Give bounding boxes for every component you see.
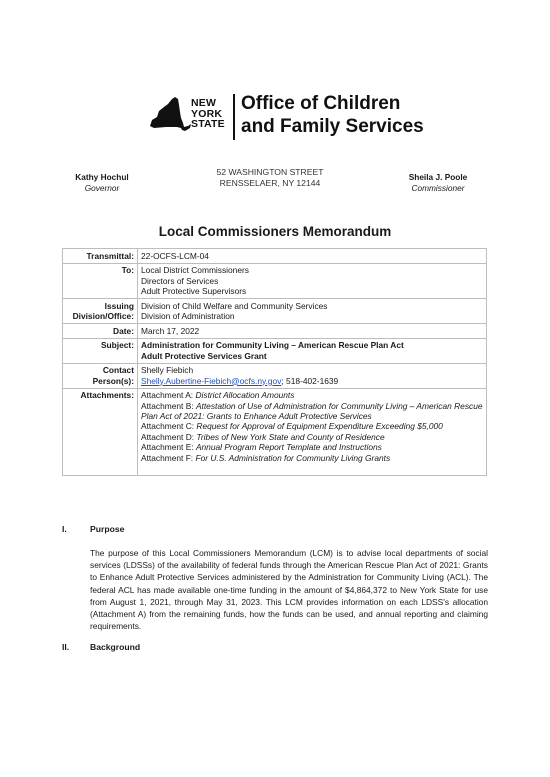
attachment-title: Attestation of Use of Administration for Community Living – American Rescue Plan Act of 2021: Grants to Enhance Adult Protective Services: [141, 400, 483, 421]
recipient: Adult Protective Supervisors: [141, 286, 247, 296]
state-line: NEW: [191, 97, 217, 109]
memo-row-issuing: [63, 299, 487, 324]
issuing-office: Division of Child Welfare and Community Services: [141, 300, 328, 311]
contact-label-line: Contact: [102, 365, 134, 376]
to-value: [138, 263, 487, 298]
issuing-value: [138, 299, 487, 324]
attachments-value: [138, 388, 487, 475]
address-line: 52 WASHINGTON STREET: [216, 167, 324, 177]
document-title: Local Commissioners Memorandum: [158, 224, 392, 239]
state-line: YORK: [191, 107, 223, 120]
issuing-office: Division of Administration: [141, 311, 235, 321]
memo-row-to: [63, 263, 487, 298]
office-line: Office of Children: [241, 93, 401, 114]
contact-phone: ; 518-402-1639: [281, 375, 339, 386]
attachment-title: District Allocation Amounts: [195, 390, 295, 401]
issuing-label: [63, 299, 138, 324]
commissioner-block: [393, 172, 483, 194]
to-label: To:: [63, 263, 138, 298]
date-label: Date:: [63, 324, 138, 339]
memo-row-contact: [63, 363, 487, 388]
attachment-item: [141, 432, 483, 442]
memo-row-attachments: [63, 388, 487, 475]
attachment-prefix: Attachment D:: [141, 431, 197, 442]
attachment-item: [141, 390, 483, 400]
transmittal-label: Transmittal:: [63, 249, 138, 264]
new-york-state-map-icon: [146, 96, 192, 134]
office-address: [180, 167, 360, 189]
attachment-item: [141, 401, 483, 422]
attachment-title: Request for Approval of Equipment Expenditure Exceeding $5,000: [196, 421, 443, 432]
memo-row-transmittal: [63, 249, 487, 264]
attachment-prefix: Attachment B:: [141, 400, 196, 411]
section-number: I.: [62, 524, 67, 534]
section-number: II.: [62, 642, 70, 652]
attachment-item: [141, 421, 483, 431]
governor-name: Kathy Hochul: [75, 172, 129, 182]
section-title: Background: [90, 642, 141, 652]
issuing-label-line: Issuing: [104, 300, 134, 311]
governor-title: Governor: [84, 183, 120, 193]
attachment-item: [141, 453, 483, 463]
attachment-prefix: Attachment C:: [141, 421, 197, 432]
issuing-label-line: Division/Office:: [72, 311, 134, 321]
recipient: Local District Commissioners: [141, 265, 249, 276]
subject-line: Adult Protective Services Grant: [141, 350, 267, 361]
transmittal-value: 22-OCFS-LCM-04: [138, 249, 487, 264]
date-value: March 17, 2022: [138, 324, 487, 339]
attachment-title: For U.S. Administration for Community Living Grants: [195, 452, 391, 463]
attachment-title: Annual Program Report Template and Instructions: [195, 442, 382, 453]
commissioner-title: Commissioner: [411, 183, 465, 193]
commissioner-name: Sheila J. Poole: [408, 172, 468, 182]
subject-value: [138, 338, 487, 363]
subject-line: Administration for Community Living – American Rescue Plan Act: [141, 340, 404, 351]
contact-label: [63, 363, 138, 388]
attachment-prefix: Attachment F:: [141, 452, 196, 463]
memo-row-subject: [63, 338, 487, 363]
office-name: [241, 92, 424, 138]
contact-name: Shelly Fiebich: [141, 365, 194, 376]
memo-row-date: [63, 324, 487, 339]
attachment-item: [141, 442, 483, 452]
section-heading-purpose: [62, 524, 124, 534]
section-title: Purpose: [90, 524, 125, 534]
contact-email-link[interactable]: Shelly.Aubertine-Fiebich@ocfs.ny.gov: [141, 375, 282, 386]
recipient: Directors of Services: [141, 275, 219, 286]
governor-block: [62, 172, 142, 194]
contact-label-line: Person(s):: [92, 375, 134, 386]
attachment-title: Tribes of New York State and County of Residence: [196, 431, 385, 442]
purpose-paragraph: The purpose of this Local Commissioners Memorandum (LCM) is to advise local departments of social services (LDSSs) of the availability of federal funds through the American Rescue Plan Act of 2021: Grants to Enhance Adult Protective Services administered by the Administration for Community Living (ACL). The federal ACL has made available one-time funding in the amount of $4,864,372 to New York State for use from August 1, 2021, through May 31, 2023. This LCM provides information on each LDSS's allocation (Attachment A) from the remaining funds, how the funds can be used, and annual reporting and claiming requirements.: [90, 548, 488, 632]
attachment-prefix: Attachment A:: [141, 390, 196, 401]
office-line: and Family Services: [241, 116, 424, 137]
new-york-state-wordmark: [191, 98, 225, 130]
subject-label: Subject:: [63, 338, 138, 363]
attachment-prefix: Attachment E:: [141, 442, 196, 453]
contact-email-line: [141, 376, 483, 386]
contact-value: [138, 363, 487, 388]
section-heading-background: [62, 642, 140, 652]
logo-divider: [233, 94, 235, 140]
attachments-label: Attachments:: [63, 388, 138, 475]
address-line: RENSSELAER, NY 12144: [219, 178, 321, 188]
state-line: STATE: [191, 118, 225, 130]
memo-header-table: [62, 248, 487, 476]
